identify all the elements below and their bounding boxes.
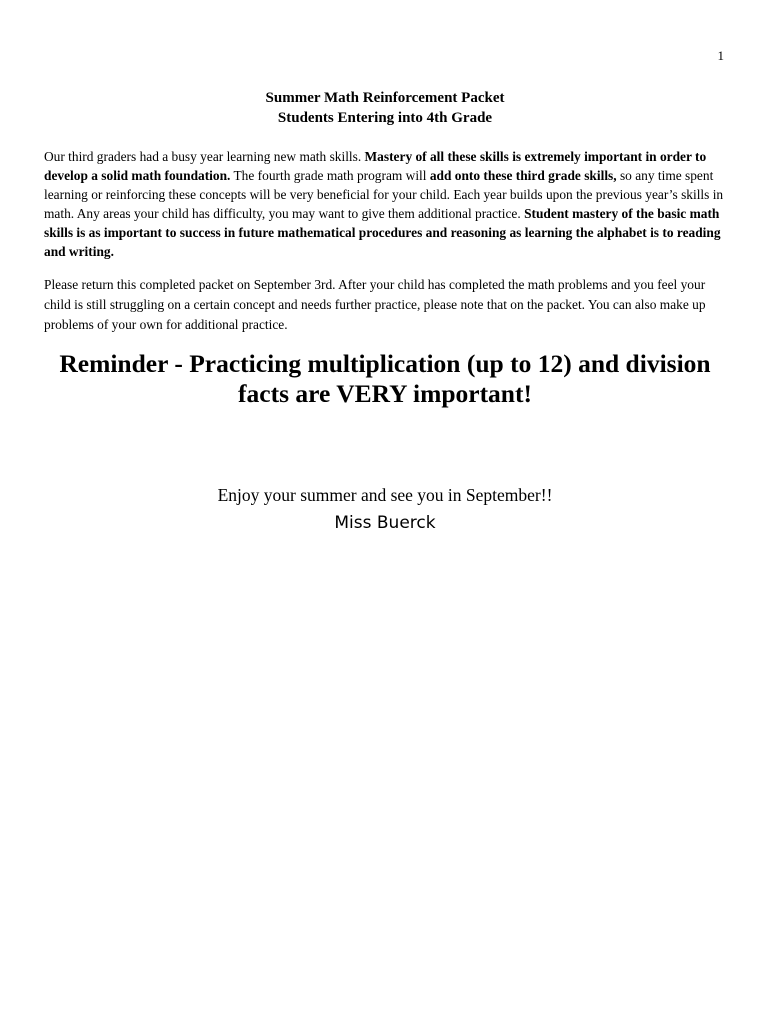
intro-bold-2: add onto these third grade skills, xyxy=(429,168,617,183)
intro-text-2: The fourth grade math program will xyxy=(230,168,430,183)
intro-text-3: so any time spent learning or reinforcing these concepts will be very beneficial for your child. Each year builds upon the previous year’s skills in math. Any areas your child has difficulty, you may want to give them additional practice. xyxy=(44,168,724,221)
title-line-1: Summer Math Reinforcement Packet xyxy=(265,90,505,106)
intro-text-1: Our third graders had a busy year learning new math skills. xyxy=(44,149,365,164)
reminder-heading: Reminder - Practicing multiplication (up to 12) and division facts are VERY important! xyxy=(59,349,711,408)
return-note-paragraph: Please return this completed packet on September 3rd. After your child has completed the math problems and you feel your child is still struggling on a certain concept and needs further practice, please note that on the packet. You can also make up problems of your own for additional practice. xyxy=(44,277,706,332)
intro-paragraph xyxy=(44,147,734,261)
intro-bold-3: Student mastery of the basic math skills is as important to success in future mathematical procedures and reasoning as learning the alphabet is to reading and writing. xyxy=(44,206,721,259)
intro-bold-1: Mastery of all these skills is extremely important in order to develop a solid math foundation. xyxy=(44,149,707,183)
page-number: 1 xyxy=(717,48,724,63)
signature: Miss Buerck xyxy=(334,513,436,533)
title-line-2: Students Entering into 4th Grade xyxy=(277,110,493,126)
document-title xyxy=(0,88,770,128)
closing-line: Enjoy your summer and see you in September!! xyxy=(217,485,553,505)
